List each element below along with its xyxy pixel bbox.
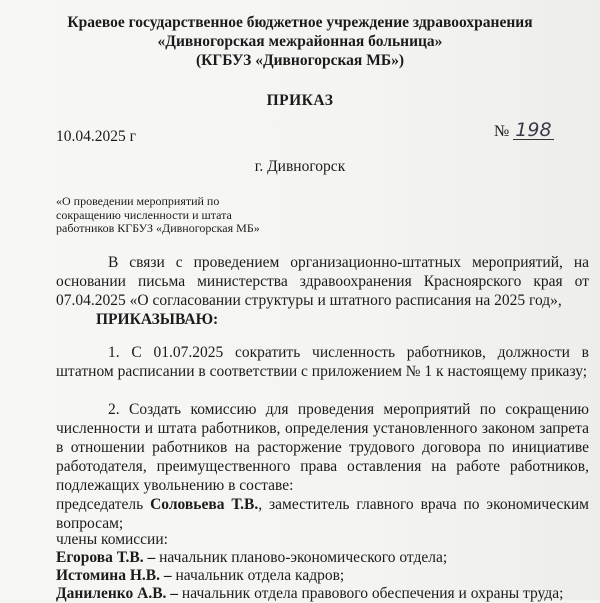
- chair-role: , заместитель главного врача по экономическим вопросам;: [56, 496, 589, 532]
- order-date: 10.04.2025 г: [56, 128, 136, 145]
- member-row: [56, 566, 589, 585]
- number-sign: №: [494, 123, 510, 140]
- header-line-1: Краевое государственное бюджетное учреждение здравоохранения: [67, 14, 533, 31]
- header-line-3: (КГБУЗ «Дивногорская МБ»): [196, 52, 404, 69]
- member-role: начальник планово-экономического отдела;: [155, 549, 448, 566]
- subject-line-2: сокращению численности и штата: [56, 207, 232, 222]
- document-title: ПРИКАЗ: [266, 92, 334, 109]
- subject-line-1: «О проведении мероприятий по: [56, 194, 220, 208]
- member-name: Егорова Т.В. –: [56, 549, 156, 566]
- member-role: начальник отдела кадров;: [171, 567, 345, 584]
- order-keyword: ПРИКАЗЫВАЮ:: [96, 311, 219, 328]
- item-1-paragraph: 1. С 01.07.2025 сократить численность работников, должности в штатном расписании в соответствии с приложением № 1 к настоящему приказу;: [56, 344, 589, 380]
- subject-line-3: работников КГБУЗ «Дивногорская МБ»: [56, 221, 260, 235]
- order-subject: [56, 195, 260, 236]
- member-row: [56, 548, 589, 567]
- institution-header: [0, 13, 600, 70]
- member-role: начальник отдела правового обеспечения и охраны труда;: [178, 585, 564, 602]
- city-line: г. Дивногорск: [254, 158, 346, 175]
- intro-paragraph: В связи с проведением организационно-штатных мероприятий, на основании письма министерства здравоохранения Красноярского края от 07.04.2025 «О согласовании структуры и штатного расписания на 2025 год»,: [56, 254, 589, 309]
- member-name: Даниленко А.В. –: [56, 585, 179, 602]
- member-row: [56, 584, 589, 603]
- chair-name: Соловьева Т.В.: [150, 496, 259, 513]
- order-number: [494, 121, 554, 141]
- chair-prefix: председатель: [56, 496, 151, 513]
- item-2-paragraph: 2. Создать комиссию для проведения мероприятий по сокращению численности и штата работников, определения установленного законом запрета в отношении работников на расторжение трудового договора по инициативе работодателя, преимущественного права оставления на работе работников, подлежащих увольнению в составе:: [56, 401, 589, 494]
- chair-paragraph: [56, 495, 589, 533]
- members-label: члены комиссии:: [56, 531, 168, 548]
- handwritten-number: 198: [515, 119, 552, 141]
- member-name: Истомина Н.В. –: [56, 567, 172, 584]
- header-line-2: «Дивногорская межрайонная больница»: [157, 33, 443, 50]
